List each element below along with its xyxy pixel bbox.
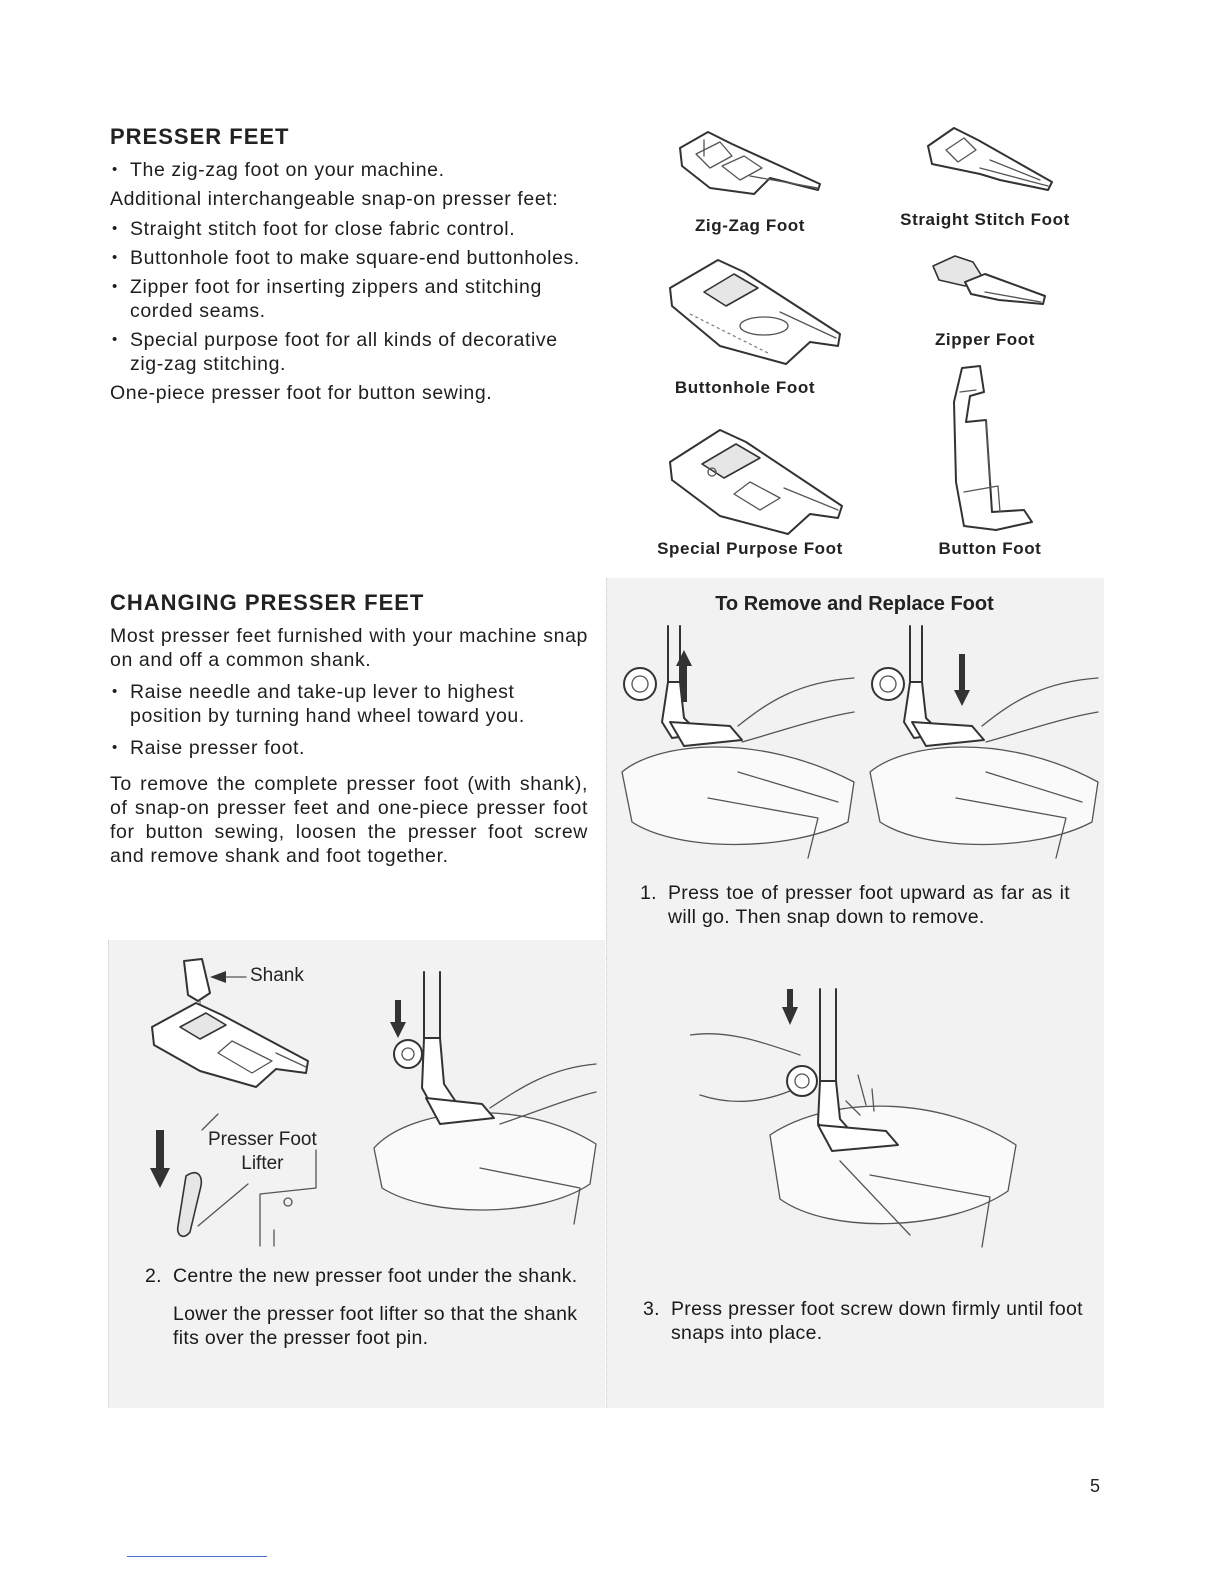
step-3-number: 3.	[643, 1298, 660, 1320]
list-item: • Raise presser foot.	[112, 737, 306, 759]
buttonhole-foot-caption: Buttonhole Foot	[674, 378, 816, 397]
changing-presser-feet-heading: CHANGING PRESSER FEET	[110, 590, 425, 615]
button-foot-illustration	[940, 362, 1040, 538]
list-item: • Zipper foot for inserting zippers and stitching corded seams.	[112, 276, 542, 322]
remove-replace-title: To Remove and Replace Foot	[715, 593, 994, 615]
button-foot-caption: Button Foot	[938, 539, 1042, 558]
shank-foot-illustration	[140, 955, 340, 1095]
zigzag-foot-illustration	[670, 126, 830, 216]
page-number: 5	[1090, 1476, 1101, 1496]
list-item: • Buttonhole foot to make square-end buttonholes.	[112, 247, 580, 269]
zipper-foot-caption: Zipper Foot	[934, 330, 1036, 349]
zipper-foot-illustration	[925, 252, 1055, 322]
one-piece-text: One-piece presser foot for button sewing.	[110, 382, 493, 404]
shank-label: Shank	[250, 965, 304, 986]
straight-stitch-foot-caption: Straight Stitch Foot	[900, 210, 1070, 229]
special-purpose-foot-illustration	[660, 422, 850, 542]
zigzag-foot-caption: Zig-Zag Foot	[694, 216, 806, 235]
step-1-number: 1.	[640, 882, 657, 904]
step-3	[643, 1297, 1083, 1345]
centre-foot-illustration	[370, 968, 600, 1230]
changing-intro: Most presser feet furnished with your machine snap on and off a common shank.	[110, 625, 588, 671]
step-2	[145, 1264, 585, 1350]
step-1-text: Press toe of presser foot upward as far as it will go. Then snap down to remove.	[668, 882, 1070, 928]
step-1	[640, 881, 1070, 929]
straight-stitch-foot-illustration	[920, 124, 1060, 204]
remove-foot-illustration	[618, 622, 858, 862]
snap-foot-illustration	[690, 985, 1020, 1255]
step-2-number: 2.	[145, 1265, 162, 1287]
buttonhole-foot-illustration	[660, 254, 850, 374]
lifter-label-line-2: Lifter	[241, 1153, 284, 1174]
presser-feet-heading: PRESSER FEET	[110, 124, 290, 149]
replace-foot-illustration	[866, 622, 1102, 862]
presser-feet-section	[110, 124, 588, 405]
step-3-text: Press presser foot screw down firmly until foot snaps into place.	[671, 1298, 1083, 1344]
step-2-text-2: Lower the presser foot lifter so that the shank fits over the presser foot pin.	[173, 1303, 578, 1349]
remove-instructions: To remove the complete presser foot (with shank), of snap-on presser feet and one-piece presser foot for button sewing, loosen the presser foot screw and remove shank and foot together.	[110, 773, 588, 867]
list-item: • Raise needle and take-up lever to highest position by turning hand wheel toward you.	[112, 681, 525, 727]
list-item: • Straight stitch foot for close fabric control.	[112, 218, 516, 240]
scan-line	[127, 1556, 267, 1557]
special-purpose-foot-caption: Special Purpose Foot	[657, 539, 843, 558]
lifter-label-line-1: Presser Foot	[208, 1129, 317, 1150]
additional-feet-text: Additional interchangeable snap-on presser feet:	[110, 188, 559, 210]
list-item: • The zig-zag foot on your machine.	[112, 159, 445, 181]
list-item: • Special purpose foot for all kinds of decorative zig-zag stitching.	[112, 329, 558, 375]
changing-presser-feet-section	[110, 590, 588, 868]
step-2-text: Centre the new presser foot under the shank.	[173, 1265, 578, 1287]
presser-foot-lifter-label	[208, 1128, 317, 1176]
